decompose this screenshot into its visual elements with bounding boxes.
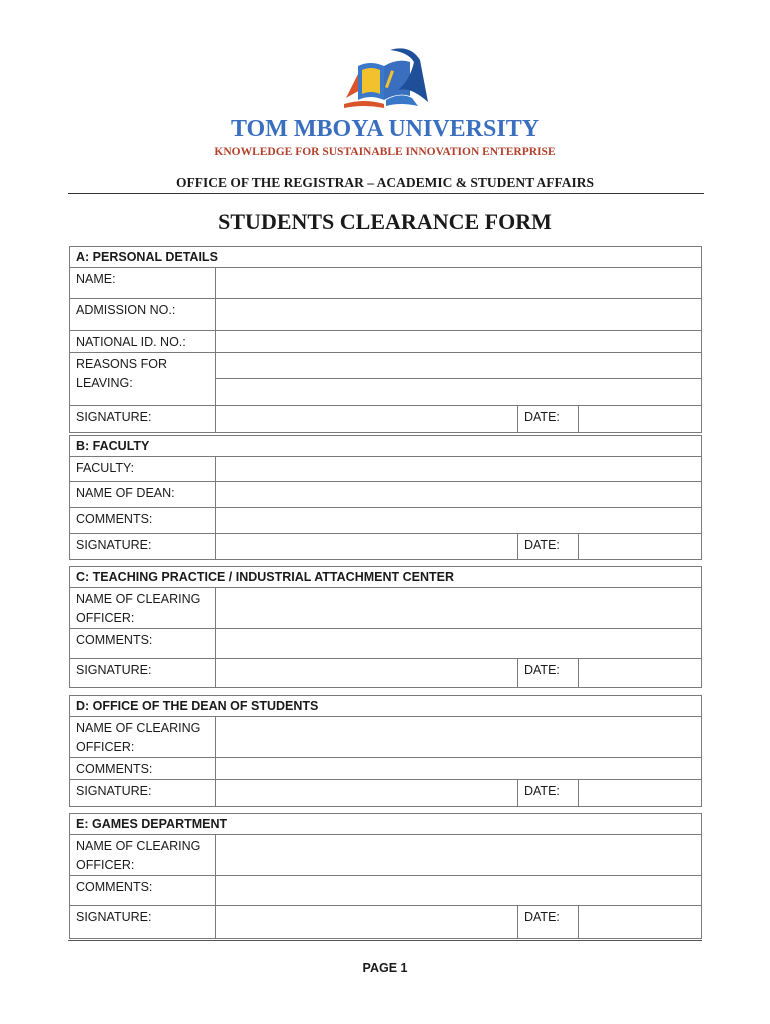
officer-field[interactable] [216, 717, 702, 758]
officer-label-line1: NAME OF CLEARING [76, 839, 201, 853]
footer-divider [68, 940, 702, 941]
signature-field[interactable] [216, 659, 518, 688]
date-field[interactable] [579, 534, 702, 560]
signature-label: SIGNATURE: [70, 406, 216, 433]
reasons-label-line1: REASONS FOR [76, 357, 167, 371]
section-personal-details [69, 246, 702, 433]
officer-label-line1: NAME OF CLEARING [76, 721, 201, 735]
section-teaching-practice [69, 566, 702, 688]
signature-label: SIGNATURE: [70, 780, 216, 807]
date-label: DATE: [518, 534, 579, 560]
comments-field[interactable] [216, 508, 702, 534]
signature-label: SIGNATURE: [70, 906, 216, 939]
office-heading: OFFICE OF THE REGISTRAR – ACADEMIC & STUDENT AFFAIRS [175, 175, 595, 190]
faculty-field[interactable] [216, 457, 702, 482]
section-dean-of-students [69, 695, 702, 807]
comments-field[interactable] [216, 758, 702, 780]
date-label: DATE: [518, 406, 579, 433]
admission-label: ADMISSION NO.: [70, 299, 216, 331]
comments-label: COMMENTS: [70, 629, 216, 659]
comments-field[interactable] [216, 629, 702, 659]
form-title: STUDENTS CLEARANCE FORM [218, 209, 552, 234]
section-games-department [69, 813, 702, 939]
signature-label: SIGNATURE: [70, 659, 216, 688]
signature-field[interactable] [216, 906, 518, 939]
section-title: E: GAMES DEPARTMENT [70, 814, 702, 835]
name-field[interactable] [216, 268, 702, 299]
officer-label-line1: NAME OF CLEARING [76, 592, 201, 606]
university-name: TOM MBOYA UNIVERSITY [230, 116, 540, 142]
officer-label-line2: OFFICER: [76, 740, 135, 754]
open-book-logo-icon [340, 40, 432, 116]
signature-field[interactable] [216, 780, 518, 807]
date-field[interactable] [579, 780, 702, 807]
dean-label: NAME OF DEAN: [70, 482, 216, 508]
signature-field[interactable] [216, 534, 518, 560]
header-divider [68, 193, 704, 194]
reasons-field-line2[interactable] [216, 379, 702, 406]
officer-label [70, 588, 216, 629]
comments-field[interactable] [216, 876, 702, 906]
reasons-label-line2: LEAVING: [76, 376, 133, 390]
section-title: B: FACULTY [70, 436, 702, 457]
university-motto: KNOWLEDGE FOR SUSTAINABLE INNOVATION ENTERPRISE [214, 146, 556, 158]
section-title: C: TEACHING PRACTICE / INDUSTRIAL ATTACHMENT CENTER [70, 567, 702, 588]
signature-label: SIGNATURE: [70, 534, 216, 560]
dean-field[interactable] [216, 482, 702, 508]
admission-field[interactable] [216, 299, 702, 331]
date-field[interactable] [579, 659, 702, 688]
comments-label: COMMENTS: [70, 508, 216, 534]
national-id-field[interactable] [216, 331, 702, 353]
section-title: D: OFFICE OF THE DEAN OF STUDENTS [70, 696, 702, 717]
section-faculty [69, 435, 702, 560]
date-field[interactable] [579, 906, 702, 939]
officer-field[interactable] [216, 588, 702, 629]
comments-label: COMMENTS: [70, 758, 216, 780]
national-id-label: NATIONAL ID. NO.: [70, 331, 216, 353]
officer-label [70, 835, 216, 876]
page-number: PAGE 1 [362, 961, 408, 975]
date-label: DATE: [518, 780, 579, 807]
signature-field[interactable] [216, 406, 518, 433]
date-label: DATE: [518, 906, 579, 939]
date-label: DATE: [518, 659, 579, 688]
reasons-field-line1[interactable] [216, 353, 702, 379]
section-title: A: PERSONAL DETAILS [70, 247, 702, 268]
officer-label-line2: OFFICER: [76, 611, 135, 625]
officer-label-line2: OFFICER: [76, 858, 135, 872]
faculty-label: FACULTY: [70, 457, 216, 482]
officer-label [70, 717, 216, 758]
officer-field[interactable] [216, 835, 702, 876]
reasons-label [70, 353, 216, 406]
name-label: NAME: [70, 268, 216, 299]
date-field[interactable] [579, 406, 702, 433]
comments-label: COMMENTS: [70, 876, 216, 906]
